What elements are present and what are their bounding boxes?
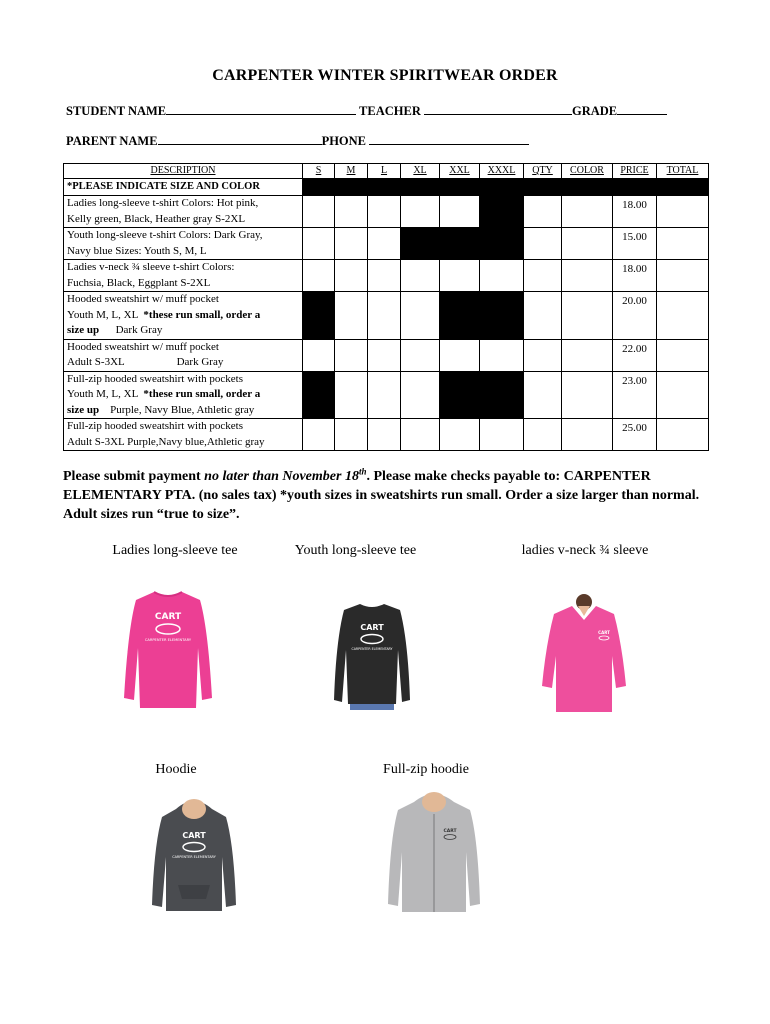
size-m-cell[interactable] — [335, 228, 368, 260]
desc-line: Youth long-sleeve t-shirt Colors: Dark Gray, — [67, 229, 263, 241]
size-xxl-cell[interactable] — [440, 260, 480, 292]
size-xl-header: XL — [401, 164, 440, 179]
size-l-cell[interactable] — [368, 419, 401, 451]
shaded-cell — [303, 179, 335, 196]
qty-cell[interactable] — [524, 419, 562, 451]
shirt-print-school: CARPENTER ELEMENTARY — [351, 647, 393, 651]
size-xxl-cell[interactable] — [440, 339, 480, 371]
desc-line: Kelly green, Black, Heather gray S-2XL — [67, 212, 246, 225]
size-m-header: M — [335, 164, 368, 179]
size-xl-cell[interactable] — [401, 292, 440, 340]
order-table — [63, 163, 709, 451]
parent-name-label: PARENT NAME — [66, 134, 158, 148]
unavailable-cell — [303, 292, 335, 340]
note-text: . Please make checks payable to: CARPENTER ELEMENTARY PTA. (no sales tax) *youth sizes in sweatshirts run small. Order a size larger than normal. Adult sizes run “true to size”. — [63, 469, 700, 522]
instruction-row — [64, 179, 709, 196]
color-cell[interactable] — [562, 292, 613, 340]
size-xxxl-cell[interactable] — [480, 260, 524, 292]
price-cell: 15.00 — [613, 228, 657, 260]
size-xxl-cell[interactable] — [440, 196, 480, 228]
teacher-field[interactable] — [424, 103, 572, 115]
table-row — [64, 228, 709, 260]
item-description — [64, 339, 303, 371]
unavailable-cell — [401, 228, 440, 260]
desc-line: Youth M, L, XL — [67, 388, 144, 400]
size-m-cell[interactable] — [335, 292, 368, 340]
size-s-cell[interactable] — [303, 260, 335, 292]
total-cell[interactable] — [657, 419, 709, 451]
desc-line: Ladies v-neck ¾ sleeve t-shirt Colors: — [67, 261, 235, 273]
total-cell[interactable] — [657, 260, 709, 292]
description-header: DESCRIPTION — [64, 164, 303, 179]
shirt-print-school: CARPENTER ELEMENTARY — [144, 638, 192, 642]
size-xxxl-cell[interactable] — [480, 339, 524, 371]
size-xl-cell[interactable] — [401, 419, 440, 451]
size-s-cell[interactable] — [303, 419, 335, 451]
unavailable-cell — [440, 228, 480, 260]
desc-line: Navy blue Sizes: Youth S, M, L — [67, 244, 207, 257]
price-header: PRICE — [613, 164, 657, 179]
price-cell: 20.00 — [613, 292, 657, 340]
table-row — [64, 260, 709, 292]
youth-long-sleeve-shirt-image — [330, 600, 414, 710]
color-cell[interactable] — [562, 419, 613, 451]
unavailable-cell — [480, 371, 524, 419]
total-cell[interactable] — [657, 228, 709, 260]
caption-hoodie: Hoodie — [155, 762, 197, 777]
qty-cell[interactable] — [524, 339, 562, 371]
price-cell: 23.00 — [613, 371, 657, 419]
payment-note — [63, 467, 713, 524]
size-m-cell[interactable] — [335, 419, 368, 451]
size-m-cell[interactable] — [335, 371, 368, 419]
size-xxxl-header: XXXL — [480, 164, 524, 179]
color-cell[interactable] — [562, 260, 613, 292]
note-text: Please submit payment — [63, 469, 205, 484]
page-title: CARPENTER WINTER SPIRITWEAR ORDER — [212, 67, 558, 84]
size-l-cell[interactable] — [368, 228, 401, 260]
desc-line: Purple, Navy Blue, Athletic gray — [99, 403, 255, 416]
student-name-field[interactable] — [166, 103, 356, 115]
table-header-row — [64, 164, 709, 179]
shaded-cell — [401, 179, 440, 196]
table-row — [64, 292, 709, 340]
total-cell[interactable] — [657, 371, 709, 419]
qty-header: QTY — [524, 164, 562, 179]
phone-field[interactable] — [369, 133, 529, 145]
color-cell[interactable] — [562, 196, 613, 228]
unavailable-cell — [440, 371, 480, 419]
unavailable-cell — [480, 228, 524, 260]
price-cell: 25.00 — [613, 419, 657, 451]
unavailable-cell — [303, 371, 335, 419]
color-cell[interactable] — [562, 228, 613, 260]
size-s-cell[interactable] — [303, 196, 335, 228]
qty-cell[interactable] — [524, 292, 562, 340]
desc-line: Ladies long-sleeve t-shirt Colors: Hot pink, — [67, 197, 259, 209]
caption-youth-long-sleeve: Youth long-sleeve tee — [294, 543, 417, 558]
item-description — [64, 292, 303, 340]
qty-cell[interactable] — [524, 260, 562, 292]
note-deadline-suffix: th — [358, 466, 367, 477]
ladies-long-sleeve-shirt-image — [118, 588, 218, 712]
total-header: TOTAL — [657, 164, 709, 179]
desc-line: Full-zip hooded sweatshirt with pockets — [67, 420, 243, 432]
shirt-print-cart: CART — [443, 829, 457, 834]
total-cell[interactable] — [657, 292, 709, 340]
desc-line: Hooded sweatshirt w/ muff pocket — [67, 340, 219, 353]
shaded-cell — [368, 179, 401, 196]
qty-cell[interactable] — [524, 371, 562, 419]
shaded-cell — [657, 179, 709, 196]
size-s-cell[interactable] — [303, 228, 335, 260]
instruction-text: *PLEASE INDICATE SIZE AND COLOR — [64, 179, 303, 196]
unavailable-cell — [480, 196, 524, 228]
total-cell[interactable] — [657, 339, 709, 371]
size-l-cell[interactable] — [368, 292, 401, 340]
desc-line: Hooded sweatshirt w/ muff pocket — [67, 293, 219, 305]
item-description — [64, 260, 303, 292]
caption-ladies-vneck: ladies v-neck ¾ sleeve — [521, 543, 649, 558]
shirt-print-cart: CART — [598, 630, 610, 635]
size-l-cell[interactable] — [368, 339, 401, 371]
item-description — [64, 196, 303, 228]
note-deadline: no later than November 18 — [204, 469, 359, 484]
shaded-cell — [562, 179, 613, 196]
desc-warning: *these run small, order a — [143, 388, 261, 400]
item-description — [64, 371, 303, 419]
phone-label: PHONE — [321, 134, 367, 148]
hoodie-image — [148, 795, 240, 915]
price-cell: 18.00 — [613, 260, 657, 292]
size-xl-cell[interactable] — [401, 371, 440, 419]
desc-warning: size up — [67, 324, 100, 336]
desc-line: Adult S-3XL Purple,Navy blue,Athletic gray — [67, 435, 265, 448]
size-xl-cell[interactable] — [401, 196, 440, 228]
unavailable-cell — [480, 292, 524, 340]
shaded-cell — [480, 179, 524, 196]
caption-full-zip: Full-zip hoodie — [383, 762, 469, 777]
size-m-cell[interactable] — [335, 196, 368, 228]
grade-label: GRADE — [572, 104, 618, 118]
desc-warning: *these run small, order a — [143, 308, 261, 321]
shirt-print-school: CARPENTER ELEMENTARY — [172, 855, 216, 859]
size-l-cell[interactable] — [368, 260, 401, 292]
parent-phone-line — [66, 133, 529, 149]
shirt-print-cart: CART — [182, 831, 206, 840]
size-m-cell[interactable] — [335, 339, 368, 371]
shirt-print-cart: CART — [360, 623, 384, 632]
color-header: COLOR — [562, 164, 613, 179]
size-s-cell[interactable] — [303, 339, 335, 371]
table-row — [64, 419, 709, 451]
size-s-header: S — [303, 164, 335, 179]
desc-line: Fuchsia, Black, Eggplant S-2XL — [67, 276, 211, 289]
desc-line: Full-zip hooded sweatshirt with pockets — [67, 372, 243, 385]
qty-cell[interactable] — [524, 228, 562, 260]
size-xxl-cell[interactable] — [440, 419, 480, 451]
table-row — [64, 371, 709, 419]
desc-line: Youth M, L, XL — [67, 308, 144, 321]
price-cell: 18.00 — [613, 196, 657, 228]
table-row — [64, 339, 709, 371]
item-description — [64, 228, 303, 260]
color-cell[interactable] — [562, 339, 613, 371]
color-cell[interactable] — [562, 371, 613, 419]
size-xl-cell[interactable] — [401, 339, 440, 371]
shaded-cell — [524, 179, 562, 196]
shaded-cell — [613, 179, 657, 196]
desc-line: Adult S-3XL Dark Gray — [67, 356, 224, 368]
student-teacher-grade-line — [66, 103, 667, 119]
size-l-header: L — [368, 164, 401, 179]
unavailable-cell — [440, 292, 480, 340]
table-row — [64, 196, 709, 228]
student-name-label: STUDENT NAME — [66, 104, 167, 118]
caption-ladies-long-sleeve: Ladies long-sleeve tee — [112, 543, 238, 558]
desc-warning: size up — [67, 403, 100, 416]
shaded-cell — [335, 179, 368, 196]
ladies-vneck-shirt-image — [538, 594, 630, 714]
full-zip-hoodie-image — [384, 788, 484, 914]
parent-name-field[interactable] — [158, 133, 322, 145]
qty-cell[interactable] — [524, 196, 562, 228]
size-l-cell[interactable] — [368, 371, 401, 419]
size-xxxl-cell[interactable] — [480, 419, 524, 451]
item-description — [64, 419, 303, 451]
size-l-cell[interactable] — [368, 196, 401, 228]
shirt-print-cart: CART — [154, 612, 182, 622]
size-xxl-header: XXL — [440, 164, 480, 179]
desc-line: Dark Gray — [99, 324, 163, 336]
total-cell[interactable] — [657, 196, 709, 228]
size-m-cell[interactable] — [335, 260, 368, 292]
shaded-cell — [440, 179, 480, 196]
teacher-label: TEACHER — [359, 104, 421, 118]
size-xl-cell[interactable] — [401, 260, 440, 292]
price-cell: 22.00 — [613, 339, 657, 371]
grade-field[interactable] — [617, 103, 667, 115]
